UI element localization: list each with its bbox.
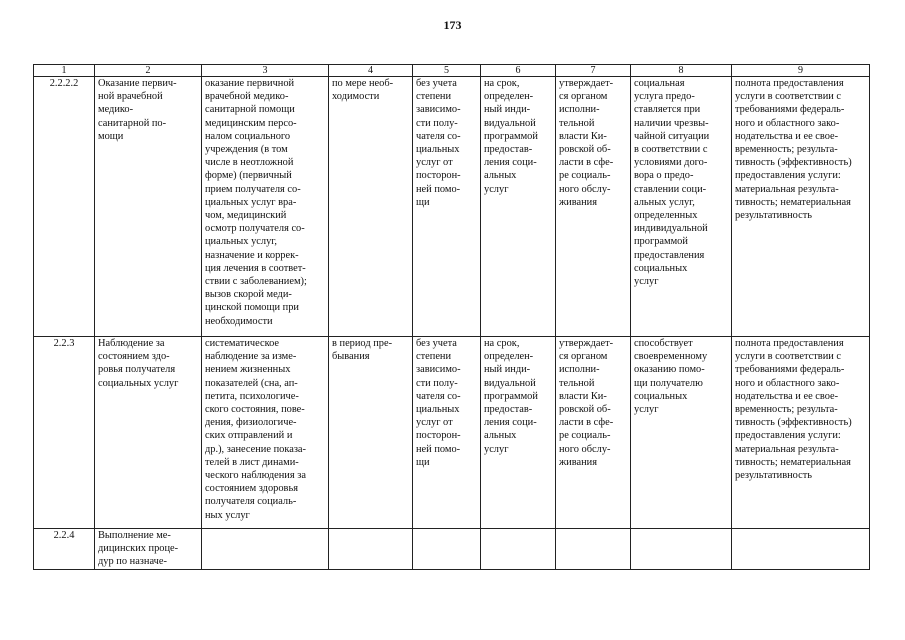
table-row [34, 77, 870, 337]
column-header: 6 [481, 65, 556, 77]
header-row [34, 65, 870, 77]
service-frequency: в период пре- бывания [332, 338, 393, 363]
column-header: 1 [34, 65, 95, 77]
service-cost: утверждает- ся органом исполни- тельной власти Ки- ровской об- ласти в сфе- ре социаль- ного обслу- живания [559, 338, 614, 468]
service-conditions: социальная услуга предо- ставляется при наличии чрезвы- чайной ситуации в соответствии с условиями дого- вора о предо- ставлении соци- альных услуг, определенных индивидуальной программой предоставления социальных услуг [634, 78, 710, 288]
service-term: на срок, определен- ный инди- видуальной программой предостав- ления соци- альных услуг [484, 338, 538, 455]
service-name: Выполнение ме- дицинских проце- дур по назначе- [98, 530, 179, 568]
column-header: 3 [202, 65, 329, 77]
column-header: 4 [329, 65, 413, 77]
services-table [33, 64, 870, 570]
column-header: 8 [631, 65, 732, 77]
page-number: 173 [443, 18, 462, 32]
column-header: 2 [95, 65, 202, 77]
table-row [34, 529, 870, 570]
service-name: Оказание первич- ной врачебной медико- санитарной по- мощи [98, 78, 177, 142]
service-volume: без учета степени зависимо- сти полу- чателя со- циальных услуг от посторон- ней помо- щи [416, 338, 461, 468]
service-conditions: способствует своевременному оказанию помо- щи получателю социальных услуг [634, 338, 708, 416]
column-header: 7 [556, 65, 631, 77]
service-name: Наблюдение за состоянием здо- ровья получателя социальных услуг [98, 338, 179, 389]
service-number: 2.2.2.2 [49, 78, 79, 89]
column-header: 9 [732, 65, 870, 77]
service-indicators: полнота предоставления услуги в соответствии с требованиями федераль- ного и областного зако- нодательства и ее свое- временность; результа- тивность (эффективность) предоставления услуги: материальная результа- тивность; нематериальная результативность [735, 338, 852, 482]
service-frequency: по мере необ- ходимости [332, 78, 394, 103]
service-number: 2.2.3 [53, 338, 75, 349]
service-indicators: полнота предоставления услуги в соответствии с требованиями федераль- ного и областного зако- нодательства и ее свое- временность; результа- тивность (эффективность) предоставления услуги: материальная результа- тивность; нематериальная результативность [735, 78, 852, 222]
service-number: 2.2.4 [53, 530, 75, 541]
service-description: оказание первичной врачебной медико- санитарной помощи медицинским персо- налом социального учреждения (в том числе в неотложной форме) (первичный прием получателя со- циальных услуг вра- чом, медицинский осмотр получателя со- циальных услуг, назначение и коррек- ция лечения в соответ- ствии с заболеванием); вызов скорой меди- цинской помощи при необходимости [205, 78, 307, 327]
table-row [34, 337, 870, 529]
column-header: 5 [413, 65, 481, 77]
service-term: на срок, определен- ный инди- видуальной программой предостав- ления соци- альных услуг [484, 78, 538, 195]
service-description: систематическое наблюдение за изме- нением жизненных показателей (сна, ап- петита, психологиче- ского состояния, пове- дения, физиологиче- ских отправлений и др.), занесение показа- телей в лист динами- ческого наблюдения за состоянием здоровья получателя социаль- ных услуг [205, 338, 306, 521]
service-volume: без учета степени зависимо- сти полу- чателя со- циальных услуг от посторон- ней помо- щи [416, 78, 461, 208]
service-cost: утверждает- ся органом исполни- тельной власти Ки- ровской об- ласти в сфе- ре социаль- ного обслу- живания [559, 78, 614, 208]
